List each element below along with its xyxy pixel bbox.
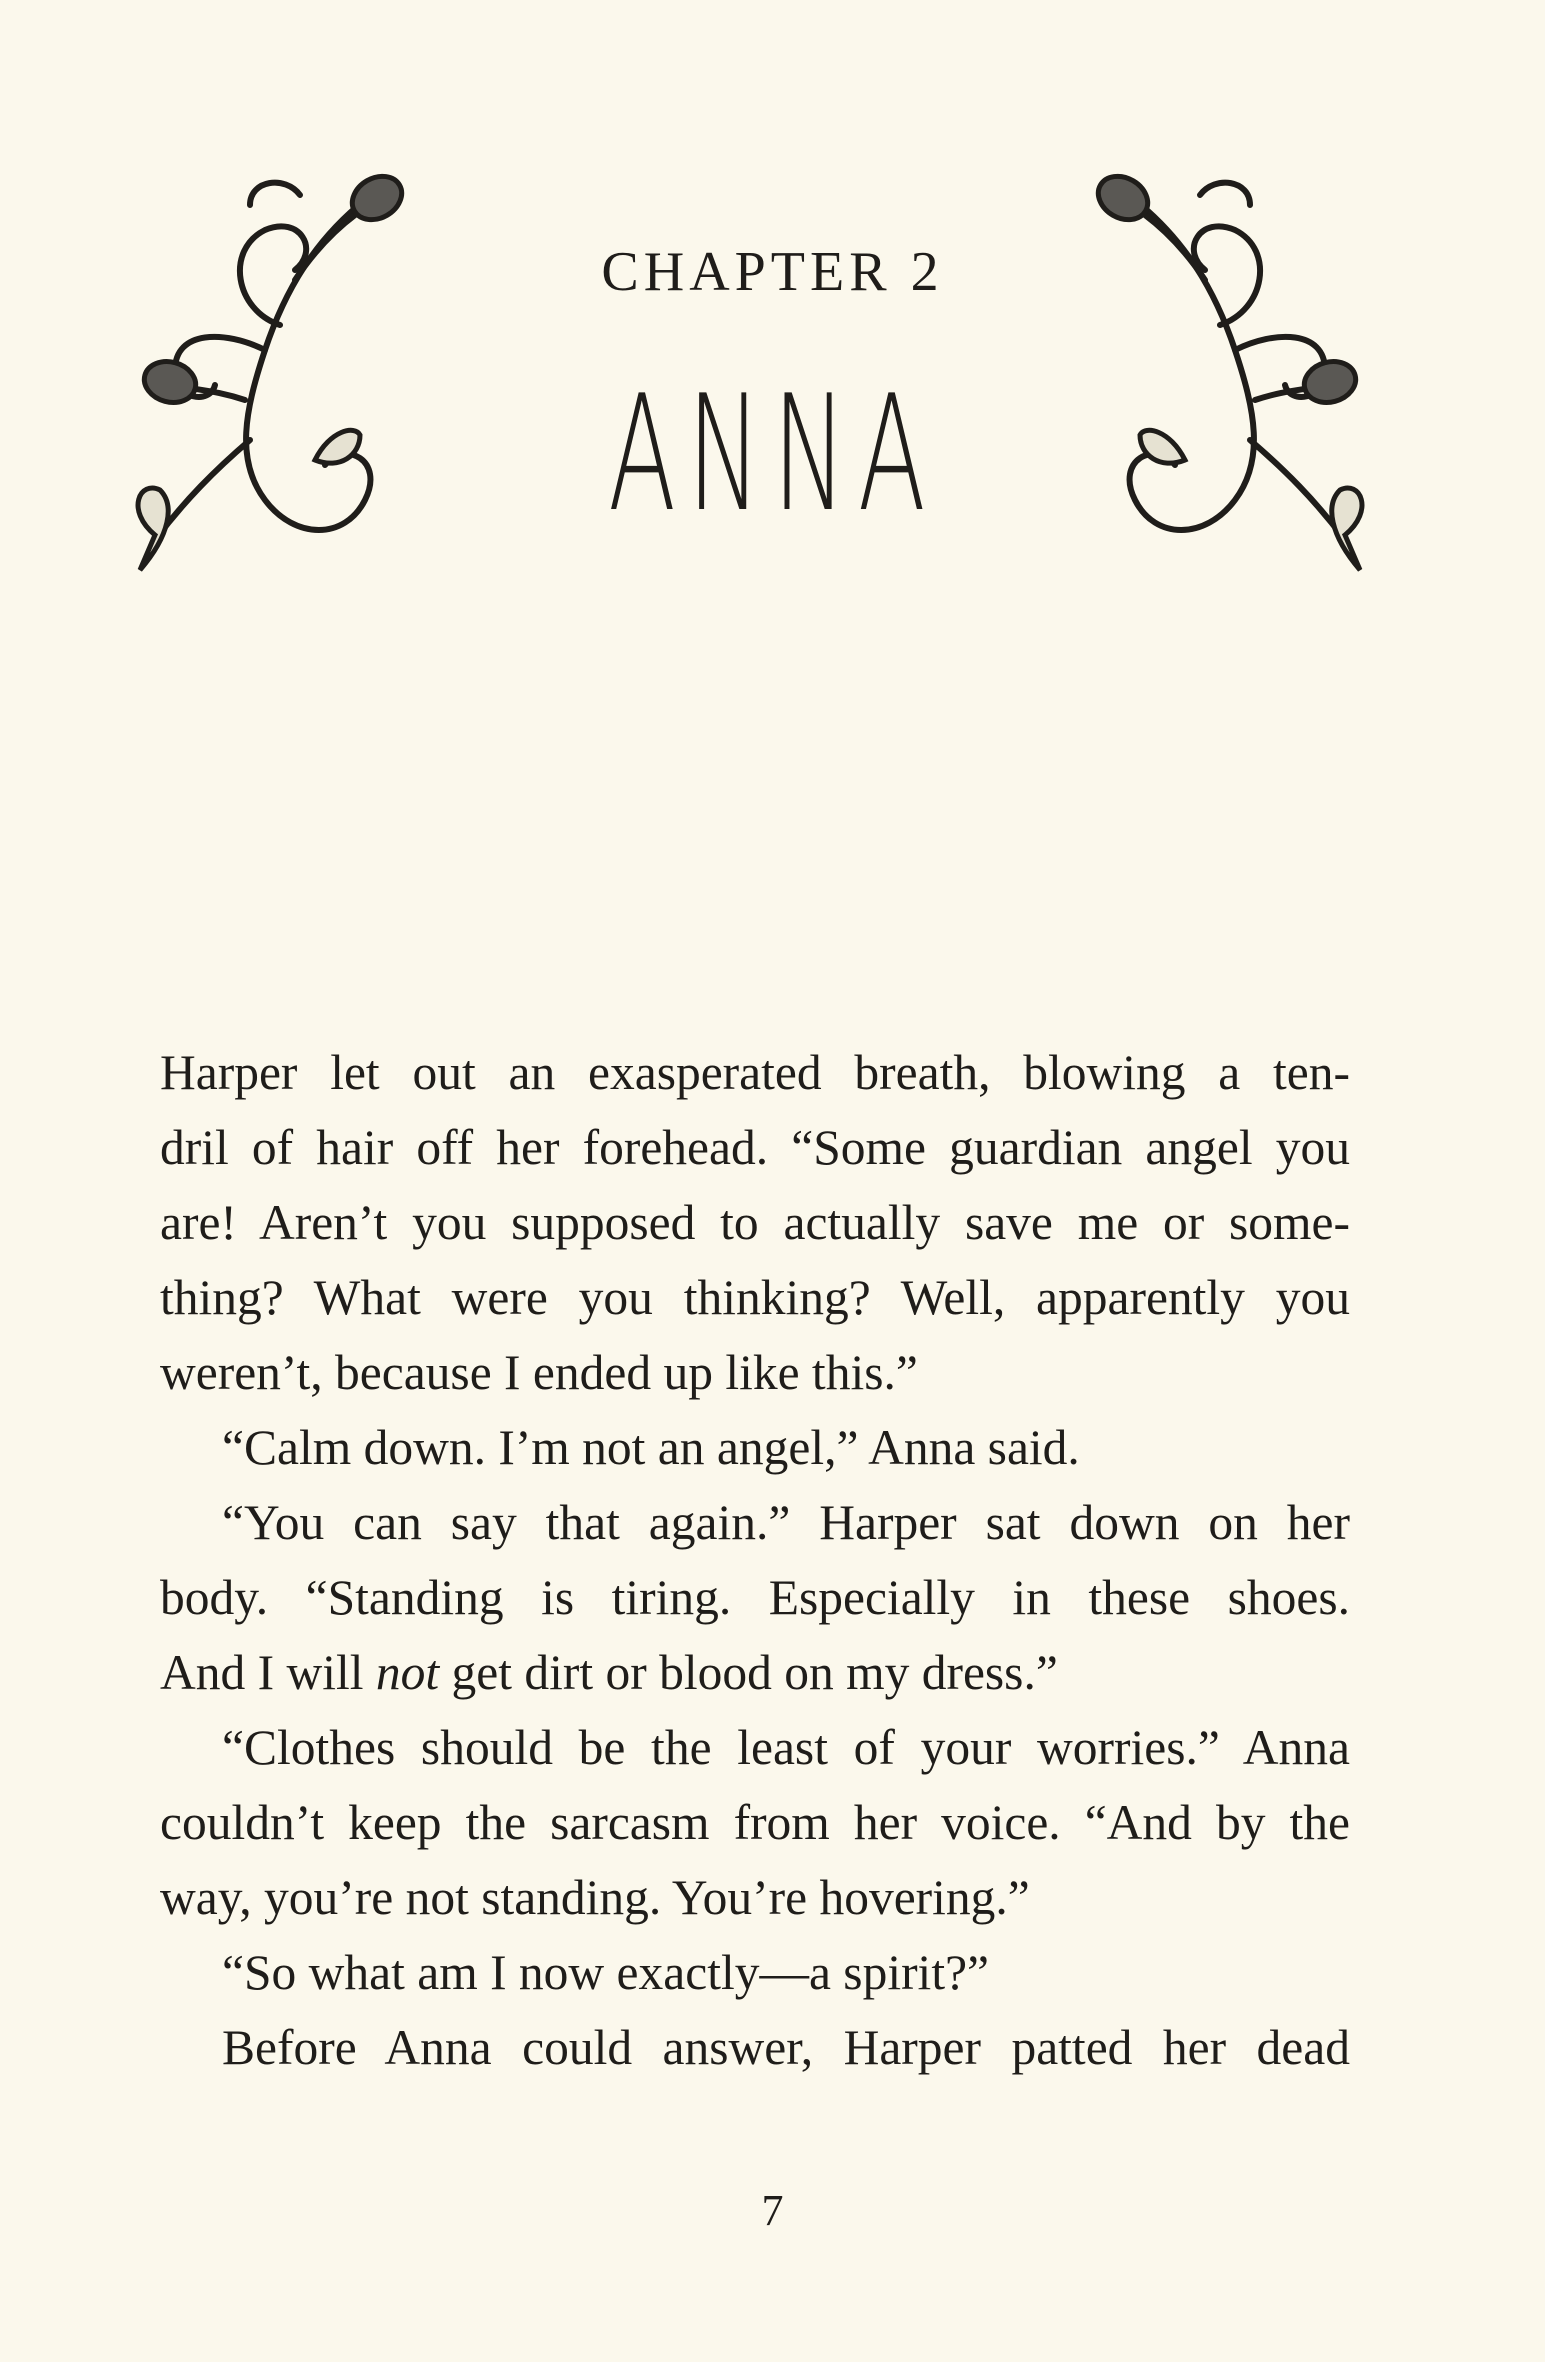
text-line: dril of hair off her forehead. “Some guardian angel you: [160, 1120, 1350, 1175]
text-line: [160, 1635, 1350, 1710]
chapter-title: ANNA: [608, 360, 937, 547]
text-line: body. “Standing is tiring. Especially in these shoes.: [160, 1570, 1350, 1625]
text-line: “So what am I now exactly—a spirit?”: [222, 1945, 990, 2000]
text-line: way, you’re not standing. You’re hovering.”: [160, 1870, 1030, 1925]
text-line: Before Anna could answer, Harper patted her dead: [222, 2020, 1350, 2075]
text-line: Harper let out an exasperated breath, blowing a ten-: [160, 1045, 1350, 1100]
body-text: [160, 1035, 1350, 2085]
text-line: weren’t, because I ended up like this.”: [160, 1345, 918, 1400]
text-line: “Calm down. I’m not an angel,” Anna said.: [222, 1420, 1080, 1475]
text-line: “You can say that again.” Harper sat down on her: [222, 1495, 1350, 1550]
text-line: couldn’t keep the sarcasm from her voice. “And by the: [160, 1795, 1350, 1850]
text-run: get dirt or blood on my dress.”: [439, 1645, 1058, 1700]
chapter-label: CHAPTER 2: [601, 241, 944, 303]
text-line: “Clothes should be the least of your worries.” Anna: [222, 1720, 1350, 1775]
text-line: thing? What were you thinking? Well, apparently you: [160, 1270, 1350, 1325]
text-line: are! Aren’t you supposed to actually save me or some-: [160, 1195, 1350, 1250]
page-number: 7: [761, 2186, 784, 2235]
emphasis-text: not: [375, 1645, 440, 1700]
text-run: And I will: [160, 1645, 376, 1700]
